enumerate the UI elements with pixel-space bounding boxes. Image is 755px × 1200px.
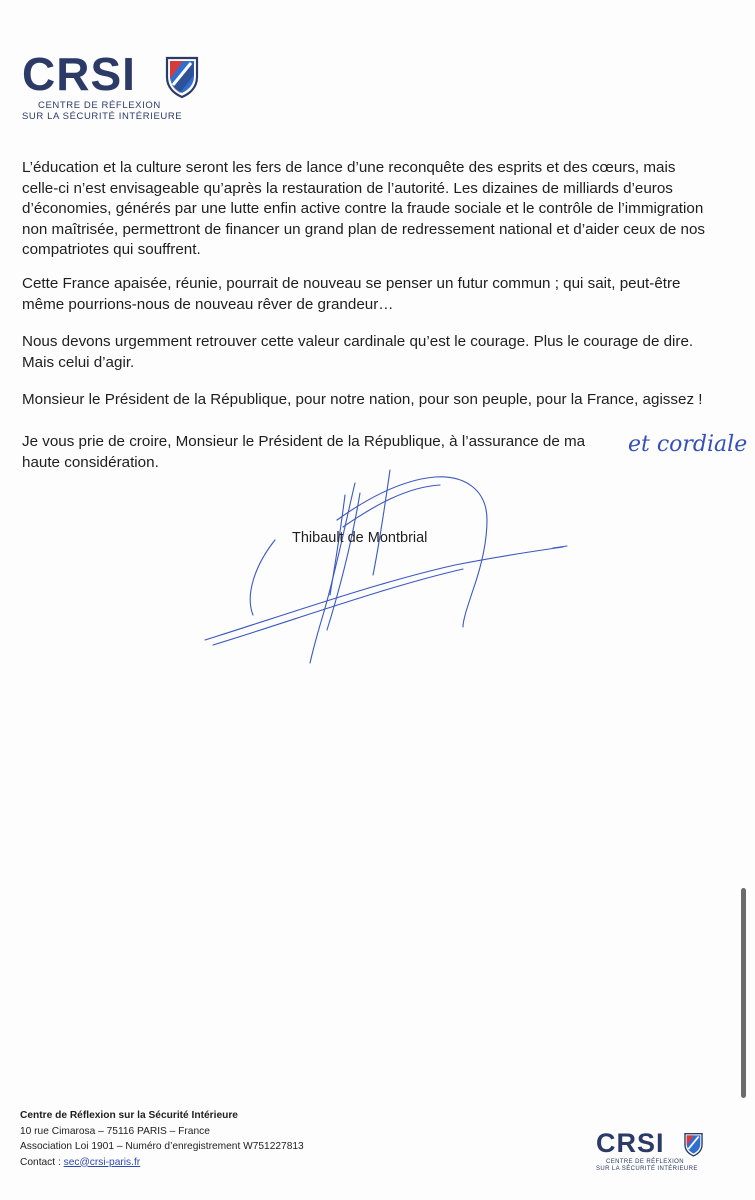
signatory-name: Thibault de Montbrial [292,530,428,546]
footer-contact [20,1155,304,1171]
footer-logo-subtitle-line2: SUR LA SÉCURITÉ INTÉRIEURE [596,1166,698,1172]
footer-logo-subtitle-line1: CENTRE DE RÉFLEXION [606,1159,684,1165]
crsi-logo-header [22,50,212,122]
footer-logo-wordmark: CRSI [596,1128,665,1158]
footer-contact-label: Contact : [20,1156,64,1168]
logo-subtitle-line1: CENTRE DE RÉFLEXION [38,100,161,111]
letter-paragraph-1: L’éducation et la culture seront les fers de lance d’une reconquête des esprits et des cœurs, mais celle-ci n’est envisageable qu’après la restauration de l’autorité. Les dizaines de milliards d’euros d’économies, générés par une lutte enfin active contre la fraude sociale et le contrôle de l’immigration non maîtrisée, permettront de financer un grand plan de redressement national et d’aider ceux de nos compatriotes qui souffrent. [22,159,706,258]
shield-icon [164,55,200,99]
logo-subtitle-line2: SUR LA SÉCURITÉ INTÉRIEURE [22,111,183,122]
logo-wordmark: CRSI [22,48,136,100]
letter-paragraph-4: Monsieur le Président de la République, pour notre nation, pour son peuple, pour la France, agissez ! [22,391,703,408]
crsi-logo-footer [596,1128,726,1178]
shield-icon [683,1132,704,1157]
footer-organization: Centre de Réflexion sur la Sécurité Intérieure [20,1110,238,1121]
letter-closing: Je vous prie de croire, Monsieur le Président de la République, à l’assurance de ma haute considération. [22,433,586,471]
letter-paragraph-3: Nous devons urgemment retrouver cette valeur cardinale qu’est le courage. Plus le courage de dire. Mais celui d’agir. [22,333,694,371]
letter-footer [20,1108,304,1170]
footer-address: 10 rue Cimarosa – 75116 PARIS – France [20,1125,210,1137]
footer-registration: Association Loi 1901 – Numéro d’enregistrement W751227813 [20,1141,304,1152]
handwritten-note: et cordiale [628,432,748,457]
footer-email-link[interactable]: sec@crsi-paris.fr [63,1156,141,1168]
scrollbar-thumb[interactable] [741,888,746,1098]
handwritten-signature [195,465,585,680]
letter-paragraph-2: Cette France apaisée, réunie, pourrait de nouveau se penser un futur commun ; qui sait, peut-être même pourrions-nous de nouveau rêver de grandeur… [22,275,681,313]
